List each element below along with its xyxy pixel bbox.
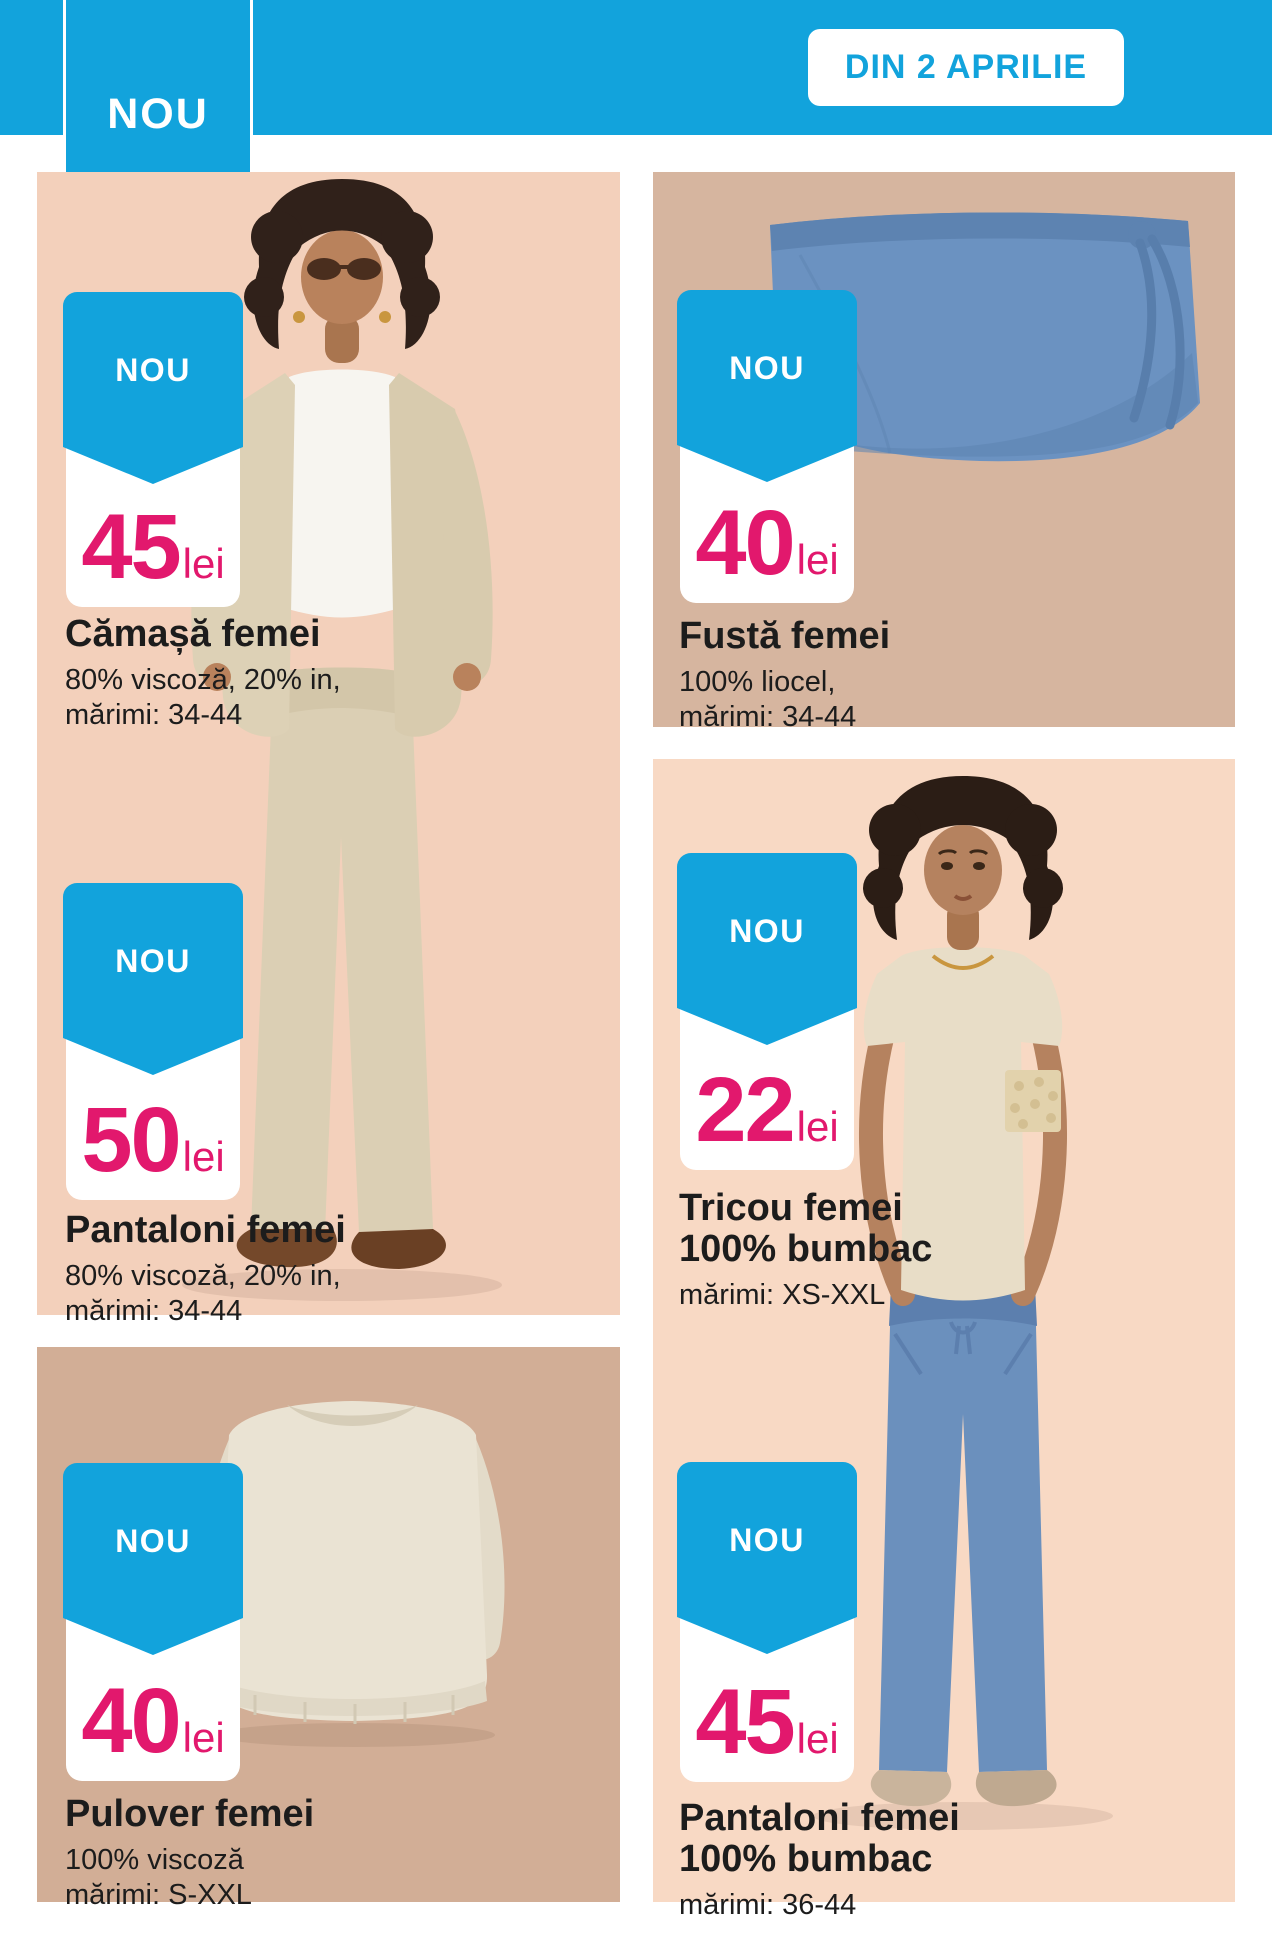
- nou-badge-label: NOU: [729, 349, 805, 386]
- product-detail-line: 80% viscoză, 20% in,: [65, 664, 341, 696]
- product-details: [65, 1843, 485, 1913]
- nou-badge-label: NOU: [115, 351, 191, 388]
- nou-badge-label: NOU: [729, 912, 805, 949]
- price-currency: lei: [796, 1715, 839, 1762]
- price-currency: lei: [182, 1133, 225, 1180]
- product-detail-line: 80% viscoză, 20% in,: [65, 1260, 341, 1292]
- price-number: 45: [81, 496, 180, 598]
- product-info-camasa: [65, 614, 485, 733]
- price-value: [66, 1089, 240, 1191]
- price-currency: lei: [796, 1103, 839, 1150]
- product-detail-line: mărimi: XS-XXL: [679, 1279, 886, 1311]
- date-button-label: DIN 2 APRILIE: [844, 48, 1088, 86]
- product-info-pantaloni-bumbac: [679, 1798, 1099, 1923]
- date-button: [808, 29, 1124, 106]
- price-value: [66, 496, 240, 598]
- product-details: [679, 665, 1099, 735]
- product-info-pulover: [65, 1794, 485, 1913]
- price-number: 50: [81, 1089, 180, 1191]
- product-name-line2: 100% bumbac: [679, 1838, 933, 1880]
- product-detail-line: mărimi: 34-44: [679, 701, 857, 733]
- product-details: [679, 1278, 1099, 1313]
- product-details: [679, 1888, 1099, 1923]
- product-details: [65, 663, 485, 733]
- price-value: [680, 492, 854, 594]
- product-info-pantaloni-viscoza: [65, 1210, 485, 1329]
- product-detail-line: 100% viscoză: [65, 1844, 244, 1876]
- product-name: Fustă femei: [679, 615, 891, 657]
- product-name: Pulover femei: [65, 1793, 315, 1835]
- product-detail-line: mărimi: 34-44: [65, 699, 243, 731]
- nou-badge-label: NOU: [729, 1521, 805, 1558]
- price-number: 40: [695, 492, 794, 594]
- product-detail-line: mărimi: 34-44: [65, 1295, 243, 1327]
- price-value: [680, 1059, 854, 1161]
- brand-nou-tab-label: NOU: [107, 90, 209, 138]
- product-detail-line: mărimi: S-XXL: [65, 1879, 252, 1911]
- product-detail-line: 100% liocel,: [679, 666, 836, 698]
- product-detail-line: mărimi: 36-44: [679, 1889, 857, 1921]
- nou-badge-label: NOU: [115, 942, 191, 979]
- price-currency: lei: [182, 1714, 225, 1761]
- price-number: 40: [81, 1670, 180, 1772]
- price-currency: lei: [182, 540, 225, 587]
- product-name: Tricou femei: [679, 1187, 903, 1229]
- price-number: 45: [695, 1671, 794, 1773]
- nou-badge-label: NOU: [115, 1522, 191, 1559]
- product-name-line2: 100% bumbac: [679, 1228, 933, 1270]
- product-info-fusta: [679, 616, 1099, 735]
- price-currency: lei: [796, 536, 839, 583]
- price-value: [680, 1671, 854, 1773]
- product-name: Pantaloni femei: [679, 1797, 960, 1839]
- product-name: Cămașă femei: [65, 613, 321, 655]
- product-info-tricou: [679, 1188, 1099, 1313]
- product-name: Pantaloni femei: [65, 1209, 346, 1251]
- price-value: [66, 1670, 240, 1772]
- product-details: [65, 1259, 485, 1329]
- price-number: 22: [695, 1059, 794, 1161]
